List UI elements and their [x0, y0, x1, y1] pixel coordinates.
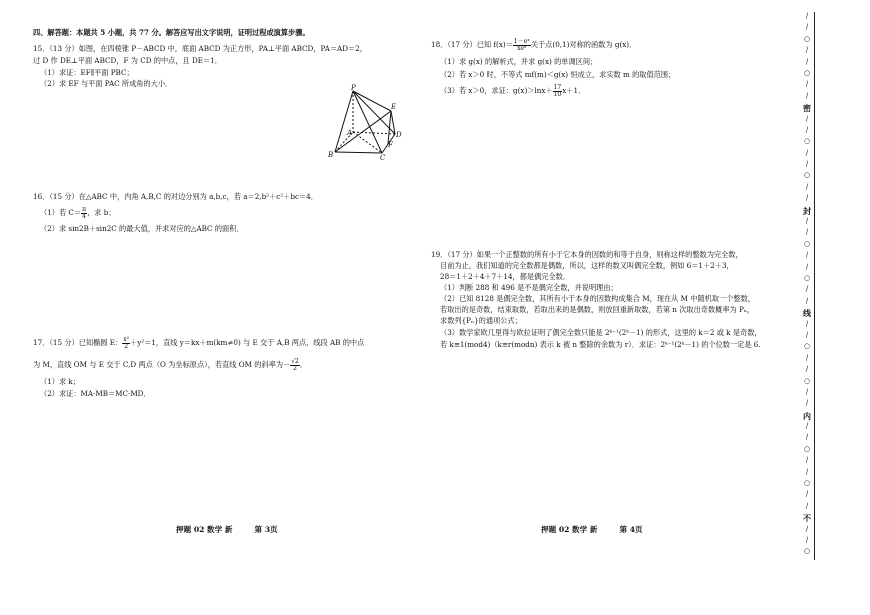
seal-filler: / [805, 490, 809, 499]
fraction-denominator: 2 [293, 364, 297, 372]
fraction-numerator: 1－eˣ [513, 37, 530, 45]
seal-filler: / [805, 353, 809, 362]
q17-part1: （1）求 k； [40, 377, 80, 386]
label-F: F [388, 141, 393, 149]
q18-part3-suffix: x＋1． [562, 86, 586, 95]
q19-part3b: 若 k≡1(mod4)（k≡r(modn) 表示 k 被 n 整除的余数为 r）．求证：2ᵏ⁻¹(2ᵏ－1) 的个位数一定是 6. [440, 340, 761, 349]
seal-filler: ○ [803, 376, 811, 385]
q16-part1-prefix: （1）若 C＝ [40, 208, 82, 217]
q19-part3a: （3）数学家欧几里得与欧拉证明了偶完全数只能是 2ᵏ⁻¹(2ᵏ－1) 的形式，这里的 k＝2 或 k 是奇数， [440, 328, 762, 337]
seal-filler: ○ [803, 34, 811, 43]
footer-left-name: 押题 02 数学 新 [176, 525, 233, 534]
seal-filler: / [805, 114, 809, 123]
fraction-denominator: xeˣ [517, 44, 527, 52]
seal-filler: / [805, 422, 809, 431]
q15-part2: （2）求 EF 与平面 PAC 所成角的大小． [40, 79, 173, 88]
label-D: D [396, 131, 402, 139]
q18-line1-suffix: 关于点(0,1)对称的函数为 g(x)． [530, 40, 637, 49]
seal-char: 封 [803, 205, 811, 216]
seal-filler: / [805, 91, 809, 100]
label-E: E [391, 103, 397, 111]
q17-part2: （2）求证：MA·MB＝MC·MD． [40, 389, 151, 398]
seal-filler: / [805, 399, 809, 408]
seal-filler: / [805, 456, 809, 465]
seal-filler: / [805, 365, 809, 374]
seal-filler: / [805, 160, 809, 169]
seal-char: 内 [803, 410, 811, 421]
q17-line1 [33, 336, 364, 350]
q15-line2: 过 D 作 DE⊥平面 ABCD，F 为 CD 的中点，且 DE＝1． [33, 56, 222, 65]
seal-filler: / [805, 285, 809, 294]
fraction-denominator: 2 [124, 342, 129, 350]
q19-part2a: （2）已知 8128 是偶完全数，其所有小于本身的因数构成集合 M，现在从 M 中随机取一个整数， [440, 294, 755, 303]
seal-line-text [801, 12, 813, 559]
seal-filler: ○ [803, 547, 811, 556]
seal-filler: / [805, 46, 809, 55]
fraction-denominator: 4 [82, 212, 86, 220]
footer-right [541, 524, 665, 535]
footer-left-page: 第 3页 [254, 525, 278, 534]
seal-filler: / [805, 148, 809, 157]
q17-line1-suffix: ＋y²＝1，直线 y＝kx＋m(km≠0) 与 E 交于 A,B 两点，线段 AB 的中点 [130, 338, 365, 347]
seal-char: 密 [803, 103, 811, 114]
q17-line2 [33, 358, 307, 372]
seal-char: 不 [803, 513, 811, 524]
q17-line2-prefix: 为 M，直线 OM 与 E 交于 C,D 两点（O 为坐标原点），若直线 OM 的斜率为－ [33, 360, 291, 369]
q16-line1: 16．（15 分）在△ABC 中，内角 A,B,C 的对边分别为 a,b,c，若 a＝2,b²＋c²＋bc＝4． [33, 192, 318, 201]
q18-part3-fraction [553, 85, 563, 98]
fraction-numerator: 17 [553, 83, 562, 91]
seal-filler: ○ [803, 239, 811, 248]
label-B: B [328, 151, 334, 159]
seal-filler: ○ [803, 479, 811, 488]
seal-filler: / [805, 467, 809, 476]
q15-part1: （1）求证：EF∥平面 PBC； [40, 68, 134, 77]
seal-filler: / [805, 524, 809, 533]
footer-right-page: 第 4页 [619, 525, 643, 534]
seal-filler: / [805, 228, 809, 237]
q18-part2: （2）若 x＞0 时，不等式 mf(m)＜g(x) 恒成立，求实数 m 的取值范围； [440, 70, 676, 79]
seal-filler: / [805, 296, 809, 305]
seal-filler: / [805, 182, 809, 191]
seal-filler: / [805, 262, 809, 271]
seal-line-column [800, 12, 815, 560]
q19-line3: 28＝1＋2＋4＋7＋14，都是偶完全数． [440, 272, 571, 281]
seal-filler: / [805, 57, 809, 66]
seal-filler: ○ [803, 171, 811, 180]
q18-part1: （1）求 g(x) 的解析式，并求 g(x) 的单调区间； [440, 57, 598, 66]
q18-part3 [440, 84, 585, 98]
pyramid-figure [325, 84, 410, 164]
seal-char: 线 [803, 308, 811, 319]
footer-right-name: 押题 02 数学 新 [541, 525, 598, 534]
seal-filler: ○ [803, 137, 811, 146]
label-C: C [380, 154, 386, 162]
seal-filler: / [805, 251, 809, 260]
seal-filler: ○ [803, 68, 811, 77]
seal-filler: ○ [803, 273, 811, 282]
section-header: 四、解答题：本题共 5 小题，共 77 分。解答应写出文字说明，证明过程或演算步骤。 [33, 28, 310, 37]
q18-line1-prefix: 18．（17 分）已知 f(x)＝ [431, 40, 513, 49]
seal-filler: / [805, 23, 809, 32]
seal-filler: / [805, 433, 809, 442]
q18-line1-fraction [513, 39, 531, 52]
q19-part2b: 若取出的是奇数，结束取数，若取出来的是偶数，则放回重新取数，若第 n 次取出奇数概率为 Pₙ， [440, 305, 755, 314]
q19-part1: （1）判断 288 和 496 是不是偶完全数，并说明理由； [440, 283, 618, 292]
seal-filler: / [805, 501, 809, 510]
q19-part2c: 求数列{Pₙ}的通项公式； [440, 316, 522, 325]
q18-line1 [431, 38, 636, 52]
seal-filler: / [805, 194, 809, 203]
seal-filler: / [805, 330, 809, 339]
seal-filler: ○ [803, 444, 811, 453]
q16-part1-suffix: ，求 b； [87, 208, 116, 217]
q17-line2-suffix: ． [299, 360, 308, 369]
seal-filler: / [805, 319, 809, 328]
q17-line2-fraction [290, 359, 300, 372]
label-A: A [347, 129, 353, 137]
seal-filler: ○ [803, 342, 811, 351]
q17-line1-prefix: 17．（15 分）已知椭圆 E： [33, 338, 123, 347]
q16-part1 [40, 206, 116, 220]
q16-part2: （2）求 sin2B＋sin2C 的最大值，并求对应的△ABC 的面积． [40, 224, 244, 233]
seal-filler: / [805, 80, 809, 89]
q19-line2: 目前为止，我们知道的完全数都是偶数，所以，这样的数又叫偶完全数，例如 6＝1＋2＋3， [440, 261, 734, 270]
footer-left [176, 524, 300, 535]
seal-filler: / [805, 125, 809, 134]
q15-line1: 15．（13 分）如图，在四棱锥 P－ABCD 中，底面 ABCD 为正方形，PA⊥平面 ABCD，PA＝AD＝2， [33, 44, 367, 53]
fraction-numerator: x² [123, 335, 129, 343]
seal-filler: / [805, 12, 809, 20]
q19-line1: 19．（17 分）如果一个正整数的所有小于它本身的因数的和等于自身，则称这样的整数为完全数， [431, 250, 743, 259]
seal-filler: / [805, 387, 809, 396]
label-P: P [351, 84, 356, 92]
seal-filler: / [805, 535, 809, 544]
q17-line1-fraction [122, 337, 130, 350]
fraction-denominator: 10 [553, 90, 562, 98]
q18-part3-prefix: （3）若 x＞0，求证：g(x)＞lnx＋ [440, 86, 553, 95]
seal-filler: / [805, 217, 809, 226]
fraction-numerator: π [82, 205, 87, 213]
fraction-numerator: √2 [291, 357, 299, 365]
